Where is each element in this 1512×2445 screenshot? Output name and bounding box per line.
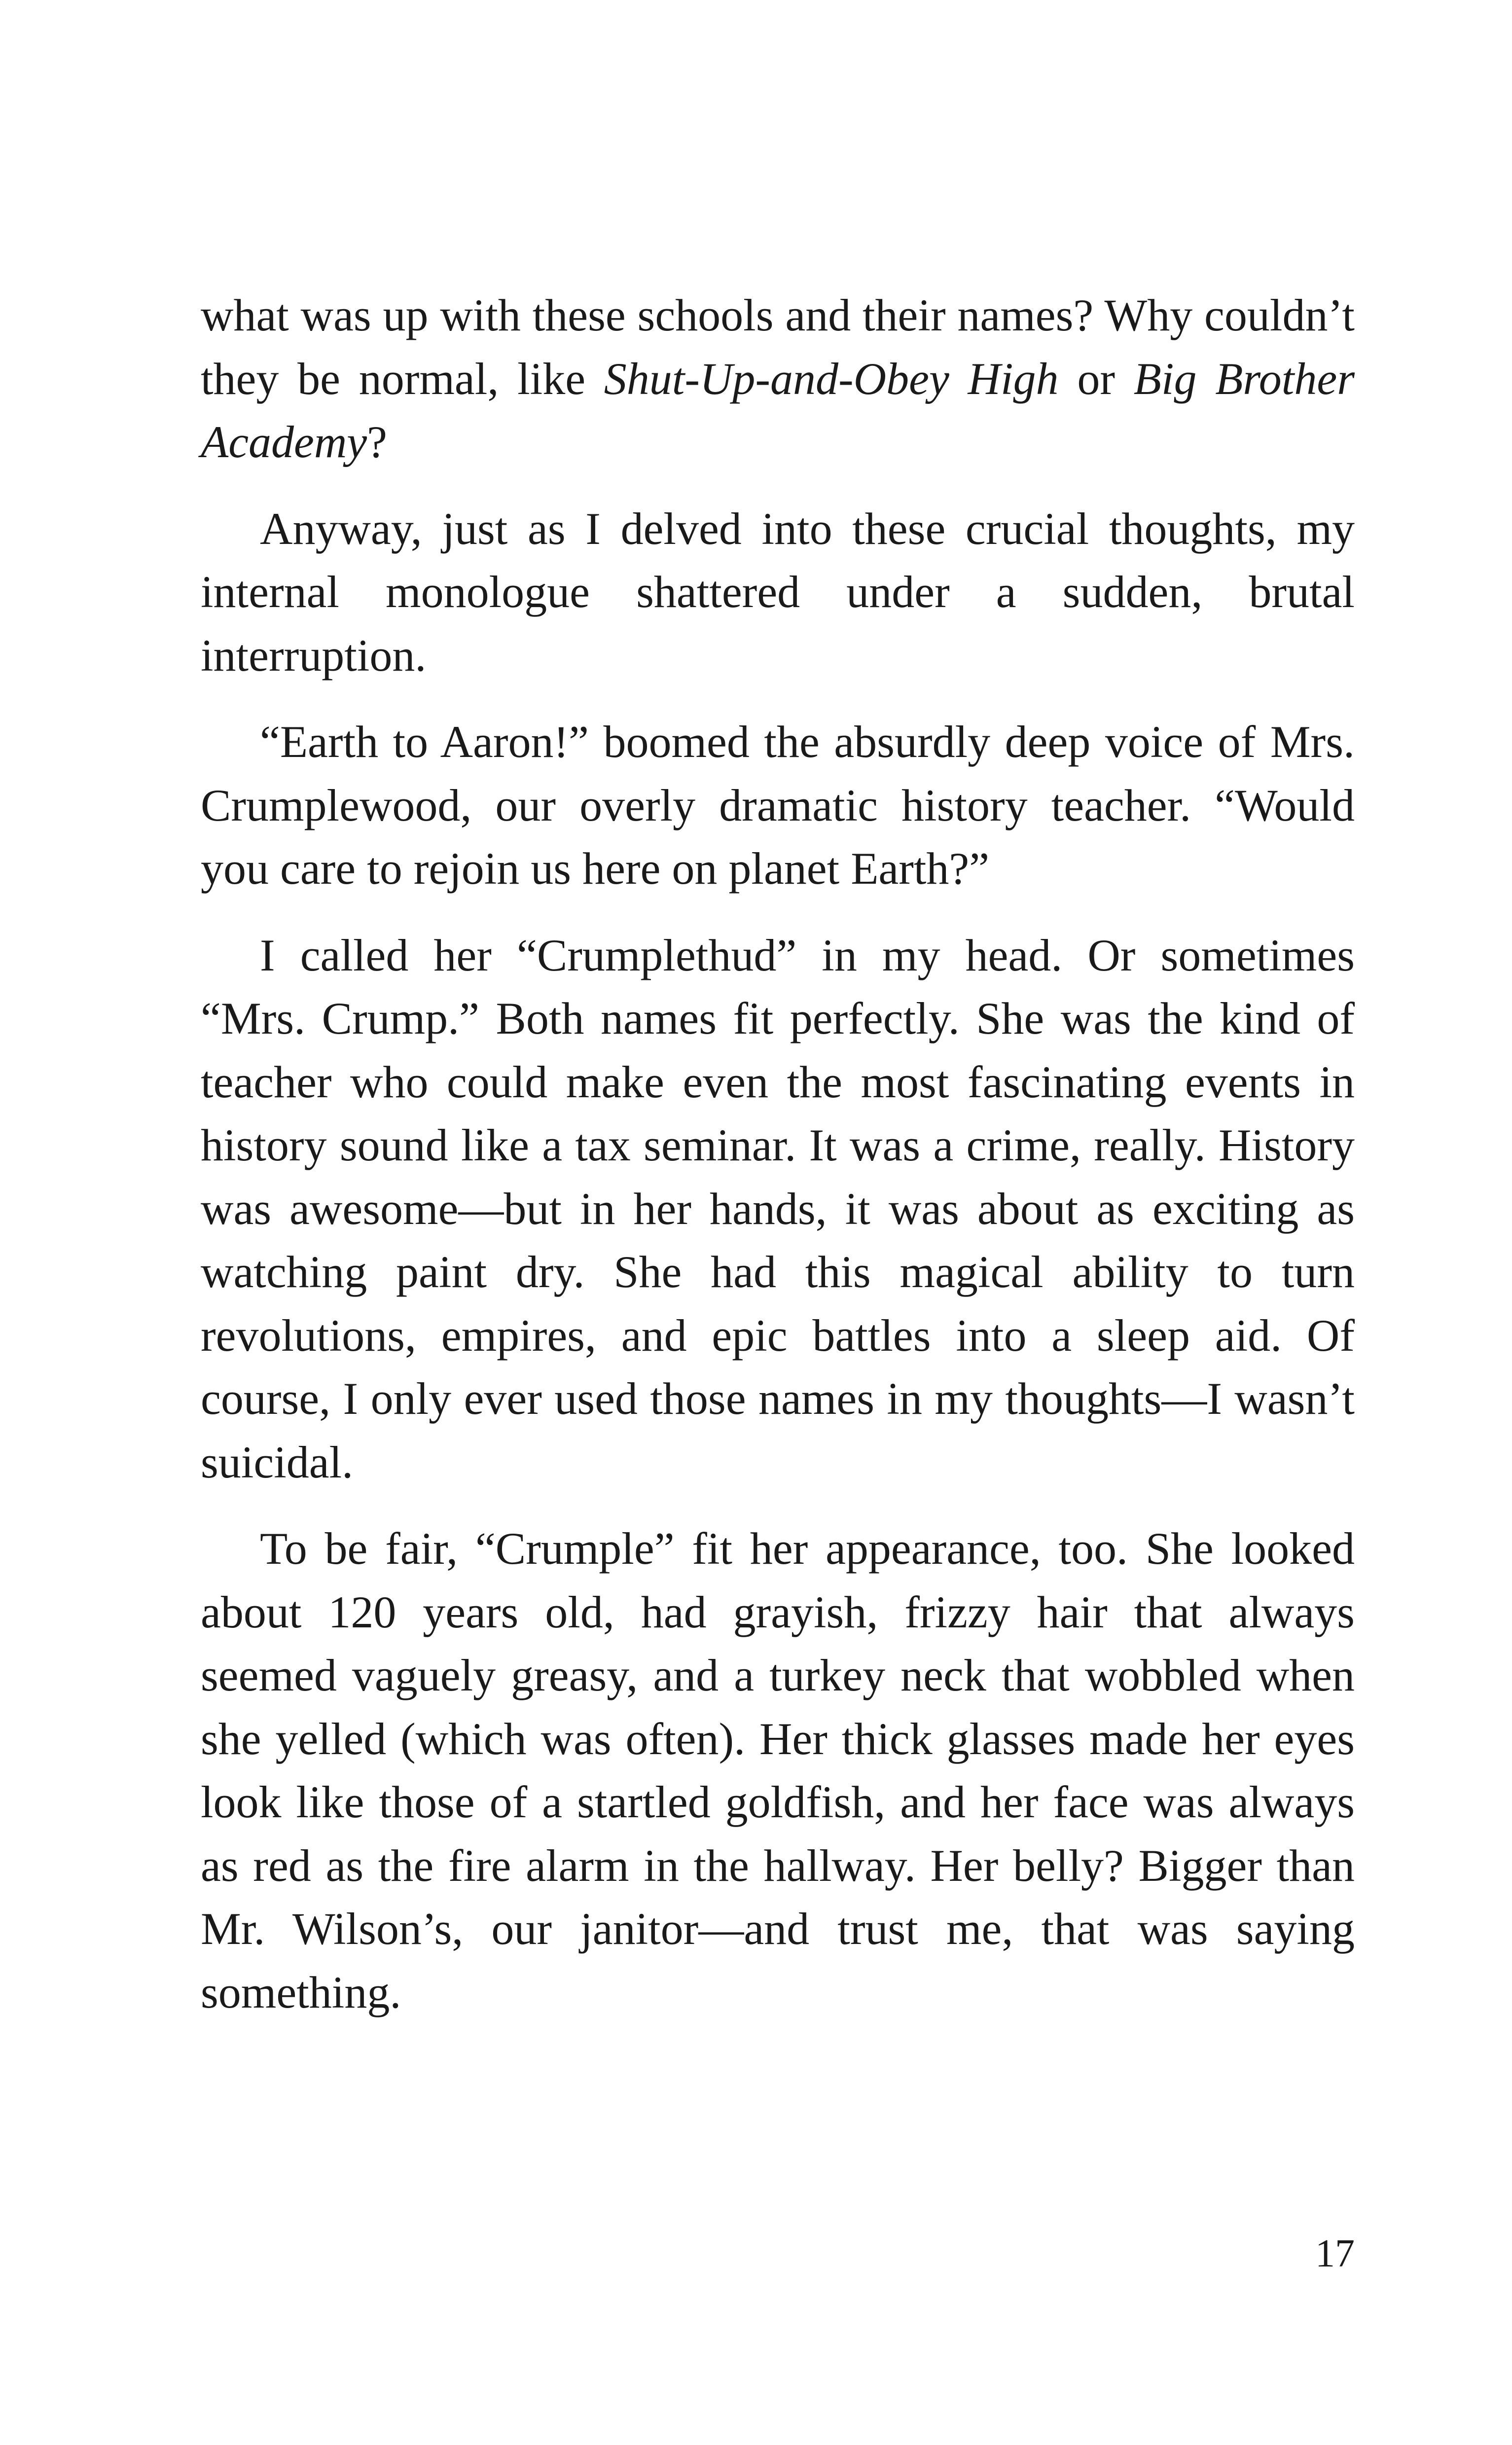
italic-school-name: Big Brother Academy [201,353,1355,467]
text-run: what was up with these schools and their names? Why couldn’t they be normal, like [201,290,1355,404]
text-run: To be fair, “Crumple” fit her appearance, too. She looked about 120 years old, had grayish, frizzy hair that always seemed vaguely greasy, and a turkey neck that wobbled when she yelled (which was often). Her thick glasses made her eyes look like those of a startled goldfish, and her face was always as red as the fire alarm in the hallway. Her belly? Bigger than Mr. Wilson’s, our janitor—and trust me, that was saying something. [201,1523,1355,2017]
text-run: Anyway, just as I delved into these crucial thoughts, my internal monologue shattered under a sudden, brutal interruption. [201,503,1355,681]
text-run: or [1058,353,1134,404]
text-run: I called her “Crumplethud” in my head. Or sometimes “Mrs. Crump.” Both names fit perfectly. She was the kind of teacher who could make even the most fascinating events in history sound like a tax seminar. It was a crime, really. History was awesome—but in her hands, it was about as exciting as watching paint dry. She had this magical ability to turn revolutions, empires, and epic battles into a sleep aid. Of course, I only ever used those names in my thoughts—I wasn’t suicidal. [201,930,1355,1487]
paragraph-2 [201,497,1355,687]
italic-school-name: Shut-Up-and-Obey High [604,353,1059,404]
text-run: “Earth to Aaron!” boomed the absurdly deep voice of Mrs. Crumplewood, our overly dramatic history teacher. “Would you care to rejoin us here on planet Earth?” [201,717,1355,894]
text-run: ? [367,417,387,467]
page-number: 17 [1315,2232,1355,2275]
paragraph-3 [201,710,1355,900]
paragraph-1 [201,284,1355,474]
paragraph-5 [201,1517,1355,2024]
paragraph-4 [201,924,1355,1494]
body-text [201,284,1355,2047]
